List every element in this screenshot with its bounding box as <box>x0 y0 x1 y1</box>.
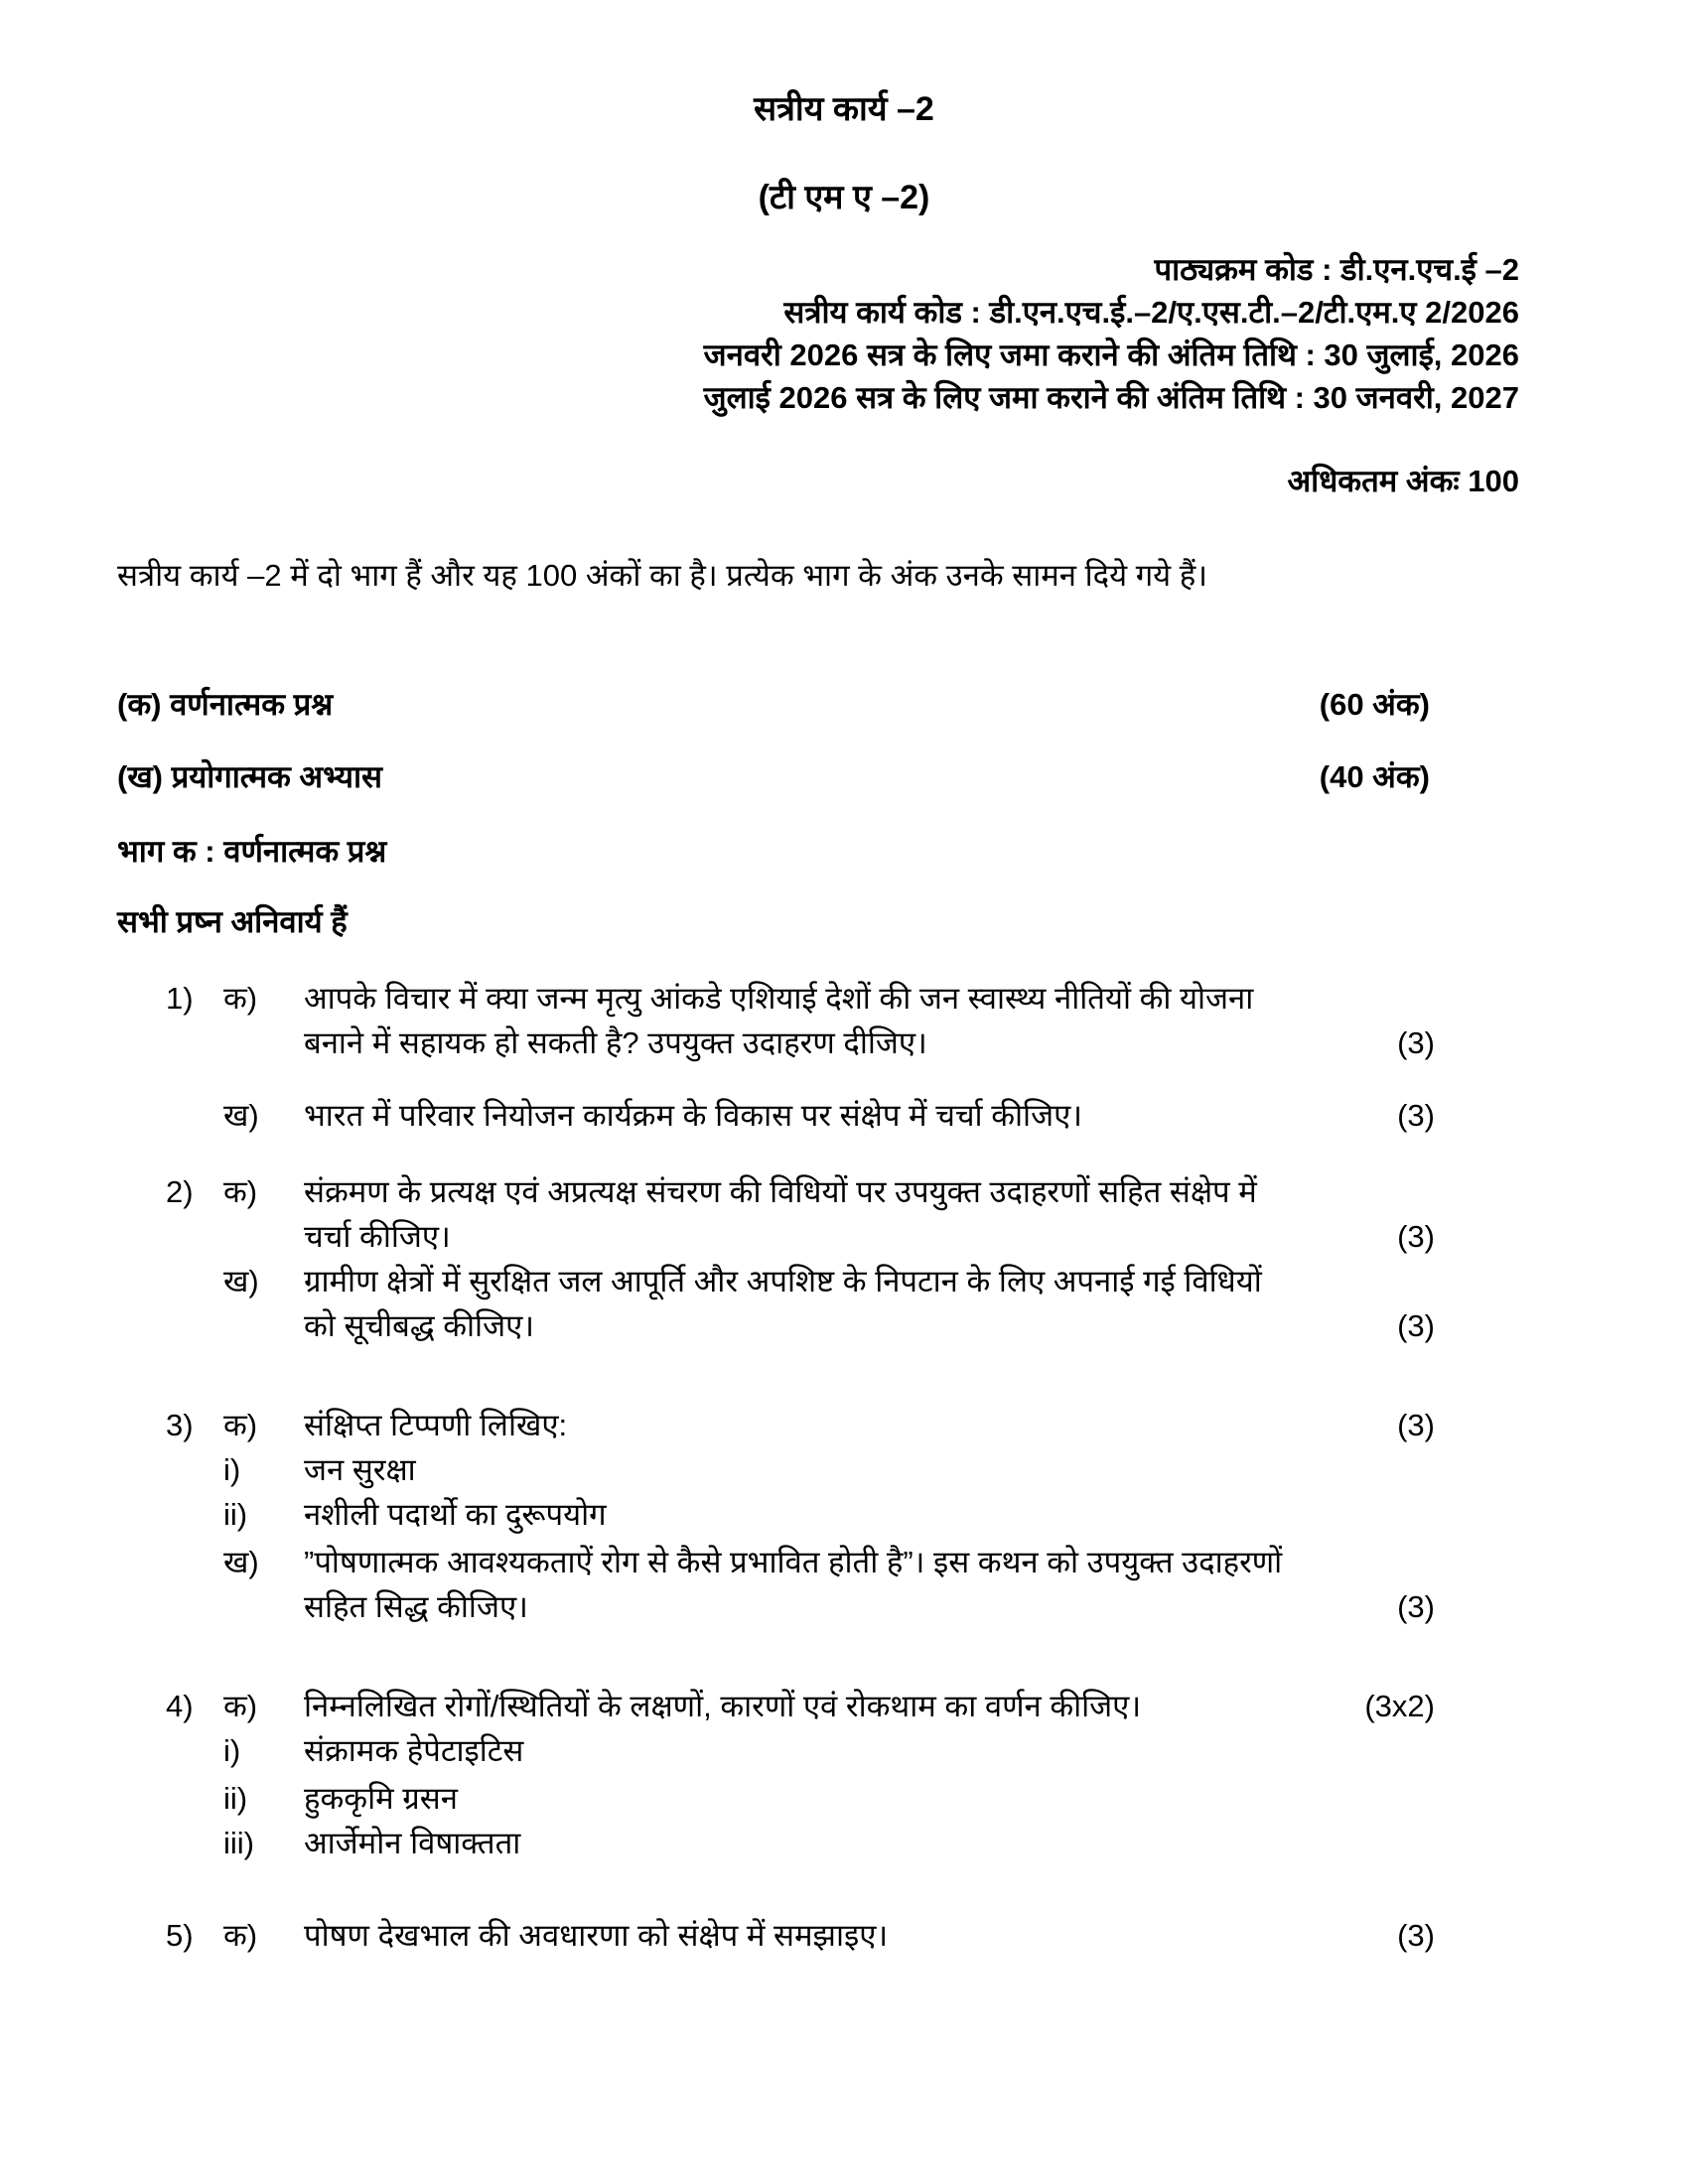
question-item-label: क) <box>223 981 258 1016</box>
part-row-descriptive <box>117 598 1430 727</box>
question-marks: (3) <box>1397 1589 1435 1624</box>
question-text <box>304 1684 1336 1728</box>
question-line: संक्रामक हेपेटाइटिस <box>304 1733 524 1768</box>
question-text <box>304 1259 1336 1348</box>
question-marks: (3) <box>1397 1918 1435 1953</box>
question-item <box>166 1169 1435 1259</box>
question-4 <box>166 1684 1435 1865</box>
question-subitem <box>166 1821 1435 1865</box>
question-item-label: ख) <box>223 1098 259 1133</box>
question-item <box>166 1403 1435 1447</box>
question-subitem <box>166 1447 1435 1492</box>
question-text <box>304 1540 1336 1629</box>
question-item-label: क) <box>223 1689 258 1723</box>
question-line: संक्रमण के प्रत्यक्ष एवं अप्रत्यक्ष संचरण की विधियों पर उपयुक्त उदाहरणों सहित संक्षेप में <box>304 1174 1257 1209</box>
question-number: 2) <box>166 1174 194 1209</box>
question-text <box>304 1821 1336 1865</box>
question-subitem <box>166 1728 1435 1773</box>
question-line: आर्जेमोन विषाक्तता <box>304 1826 521 1860</box>
question-marks: (3) <box>1397 1408 1435 1442</box>
question-text <box>304 1776 1336 1821</box>
question-line: भारत में परिवार नियोजन कार्यक्रम के विकास पर संक्षेप में चर्चा कीजिए। <box>304 1098 1082 1133</box>
question-line: को सूचीबद्ध कीजिए। <box>304 1308 534 1343</box>
question-number: 3) <box>166 1408 194 1442</box>
question-item-label: i) <box>223 1452 241 1487</box>
question-marks: (3) <box>1397 1219 1435 1254</box>
part-b-marks: (40 अंक) <box>1319 759 1430 794</box>
part-b-label: (ख) प्रयोगात्मक अभ्यास <box>117 759 382 794</box>
question-line: आपके विचार में क्या जन्म मृत्यु आंकडे एशियाई देशों की जन स्वास्थ्य नीतियों की योजना <box>304 981 1254 1016</box>
meta-block <box>0 220 1519 419</box>
question-item <box>166 1913 1435 1958</box>
question-line: ग्रामीण क्षेत्रों में सुरक्षित जल आपूर्ति और अपशिष्ट के निपटान के लिए अपनाई गई विधियों <box>304 1264 1262 1298</box>
question-1 <box>166 976 1435 1138</box>
question-item <box>166 976 1435 1065</box>
part-row-practical <box>117 727 1430 799</box>
question-text <box>304 1093 1336 1138</box>
question-line: पोषण देखभाल की अवधारणा को संक्षेप में समझाइए। <box>304 1918 889 1953</box>
question-item-label: i) <box>223 1733 241 1768</box>
question-item-label: क) <box>223 1174 258 1209</box>
question-marks: (3) <box>1397 1025 1435 1060</box>
question-line: जन सुरक्षा <box>304 1452 416 1487</box>
question-text <box>304 1728 1336 1773</box>
question-line: ”पोषणात्मक आवश्यकताऐं रोग से कैसे प्रभावित होती है”। इस कथन को उपयुक्त उदाहरणों <box>304 1545 1283 1579</box>
question-text <box>304 976 1336 1065</box>
part-a-label: (क) वर्णनात्मक प्रश्न <box>117 687 334 722</box>
instruction-line: सभी प्रष्न अनिवार्य हैं <box>117 904 348 939</box>
question-item <box>166 1259 1435 1348</box>
question-text <box>304 1403 1336 1447</box>
question-marks: (3) <box>1397 1098 1435 1133</box>
july-session-deadline-line: जुलाई 2026 सत्र के लिए जमा कराने की अंतिम तिथि : 30 जनवरी, 2027 <box>703 380 1519 415</box>
page-subtitle: (टी एम ए –2) <box>758 179 930 216</box>
question-text <box>304 1447 1336 1492</box>
question-line: संक्षिप्त टिप्पणी लिखिए: <box>304 1408 568 1442</box>
question-item <box>166 1684 1435 1728</box>
question-subitem <box>166 1776 1435 1821</box>
question-text <box>304 1492 1336 1537</box>
max-marks-label: अधिकतम अंकः 100 <box>1287 464 1519 498</box>
question-marks: (3) <box>1397 1308 1435 1343</box>
question-item-label: क) <box>223 1918 258 1953</box>
course-code-line: पाठ्यक्रम कोड : डी.एन.एच.ई –2 <box>1154 252 1519 287</box>
question-item-label: ii) <box>223 1497 248 1532</box>
question-line: हुककृमि ग्रसन <box>304 1781 458 1816</box>
question-2 <box>166 1169 1435 1348</box>
question-item-label: iii) <box>223 1826 254 1860</box>
questions-list <box>166 944 1435 1958</box>
question-subitem <box>166 1492 1435 1537</box>
intro-paragraph: सत्रीय कार्य –2 में दो भाग हैं और यह 100 अंकों का है। प्रत्येक भाग के अंक उनके सामन दिये गये हैं। <box>117 558 1207 593</box>
question-marks: (3x2) <box>1364 1689 1435 1723</box>
question-text <box>304 1169 1336 1259</box>
question-number: 4) <box>166 1689 194 1723</box>
question-line: नशीली पदार्थो का दुरूपयोग <box>304 1497 607 1532</box>
question-item-label: ख) <box>223 1545 259 1579</box>
question-item-label: ii) <box>223 1781 248 1816</box>
question-text <box>304 1913 1336 1958</box>
question-line: बनाने में सहायक हो सकती है? उपयुक्त उदाहरण दीजिए। <box>304 1025 927 1060</box>
question-item <box>166 1540 1435 1629</box>
question-line: निम्नलिखित रोगों/स्थितियों के लक्षणों, कारणों एवं रोकथाम का वर्णन कीजिए। <box>304 1689 1142 1723</box>
question-number: 5) <box>166 1918 194 1953</box>
section-heading: भाग क : वर्णनात्मक प्रश्न <box>117 834 387 869</box>
question-item-label: क) <box>223 1408 258 1442</box>
question-item-label: ख) <box>223 1264 259 1298</box>
question-number: 1) <box>166 981 194 1016</box>
question-item <box>166 1093 1435 1138</box>
part-a-marks: (60 अंक) <box>1319 687 1430 722</box>
january-session-deadline-line: जनवरी 2026 सत्र के लिए जमा कराने की अंतिम तिथि : 30 जुलाई, 2026 <box>703 338 1519 372</box>
page-title: सत्रीय कार्य –2 <box>754 90 934 128</box>
question-5 <box>166 1913 1435 1958</box>
question-3 <box>166 1403 1435 1629</box>
question-line: सहित सिद्ध कीजिए। <box>304 1589 528 1624</box>
assignment-code-line: सत्रीय कार्य कोड : डी.एन.एच.ई.–2/ए.एस.टी.–2/टी.एम.ए 2/2026 <box>783 295 1519 330</box>
question-line: चर्चा कीजिए। <box>304 1219 451 1254</box>
